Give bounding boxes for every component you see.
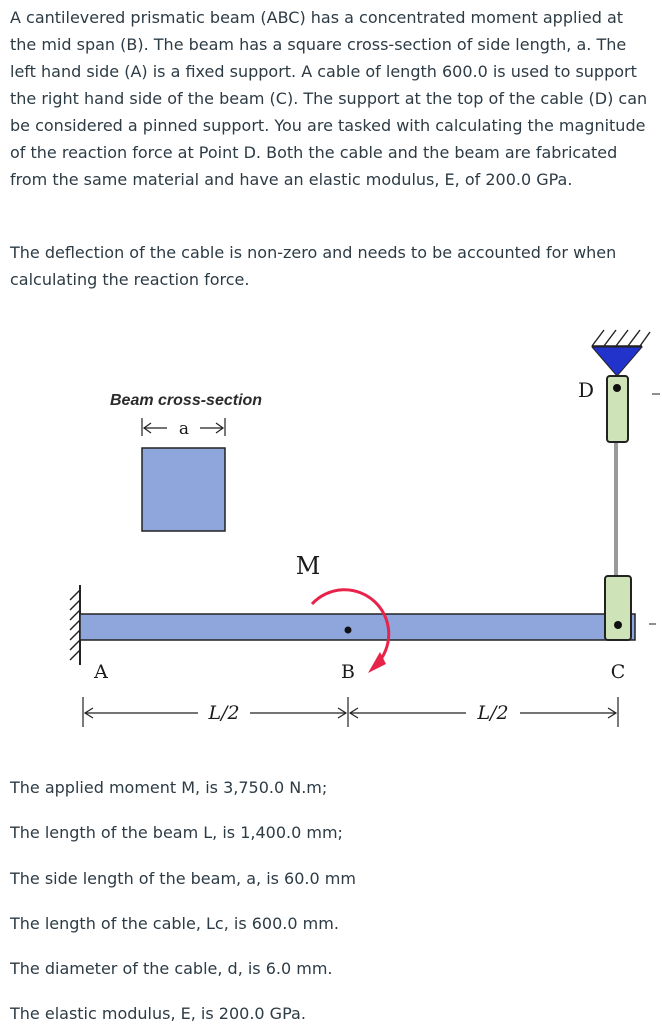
problem-statement: A cantilevered prismatic beam (ABC) has a concentrated moment applied at the mid span (B). The beam has a square cross-section of side length, a. The left hand side (A) is a fixed support. A cable of length 600.0 is used to support the right hand side of the beam (C). The support at the top of the cable (D) can be considered a pinned support. You are tasked with calculating the magnitude of the reaction force at Point D. Both the cable and the beam are fabricated from the same material and have an elastic modulus, E, of 200.0 GPa. xyxy=(10,8,648,189)
cable-deflection-note: The deflection of the cable is non-zero and needs to be accounted for when calculating the reaction force. xyxy=(10,243,617,289)
cross-section-title: Beam cross-section xyxy=(110,392,263,409)
pin-d xyxy=(613,384,621,392)
given-side-length: The side length of the beam, a, is 60.0 mm xyxy=(10,869,356,888)
given-beam-length: The length of the beam L, is 1,400.0 mm; xyxy=(10,823,343,842)
label-d: D xyxy=(577,378,595,402)
point-b-dot xyxy=(345,627,352,634)
label-c: C xyxy=(610,661,626,683)
label-a: A xyxy=(94,661,108,683)
given-moment: The applied moment M, is 3,750.0 N.m; xyxy=(10,778,328,797)
moment-label: M xyxy=(295,552,321,580)
pin-c xyxy=(614,621,622,629)
beam xyxy=(80,614,635,640)
wall-hatching xyxy=(70,590,80,660)
label-l-half-left: L/2 xyxy=(208,702,240,724)
support-hatching xyxy=(592,330,650,346)
dim-label-a: a xyxy=(178,419,190,439)
given-cable-diameter: The diameter of the cable, d, is 6.0 mm. xyxy=(10,959,333,978)
clevis-bottom xyxy=(605,576,631,640)
label-l-half-right: L/2 xyxy=(477,702,509,724)
pin-support-d xyxy=(592,347,642,376)
label-b: B xyxy=(341,661,355,683)
given-modulus: The elastic modulus, E, is 200.0 GPa. xyxy=(10,1004,306,1023)
cross-section-square xyxy=(142,448,225,531)
given-cable-length: The length of the cable, Lc, is 600.0 mm. xyxy=(10,914,339,933)
